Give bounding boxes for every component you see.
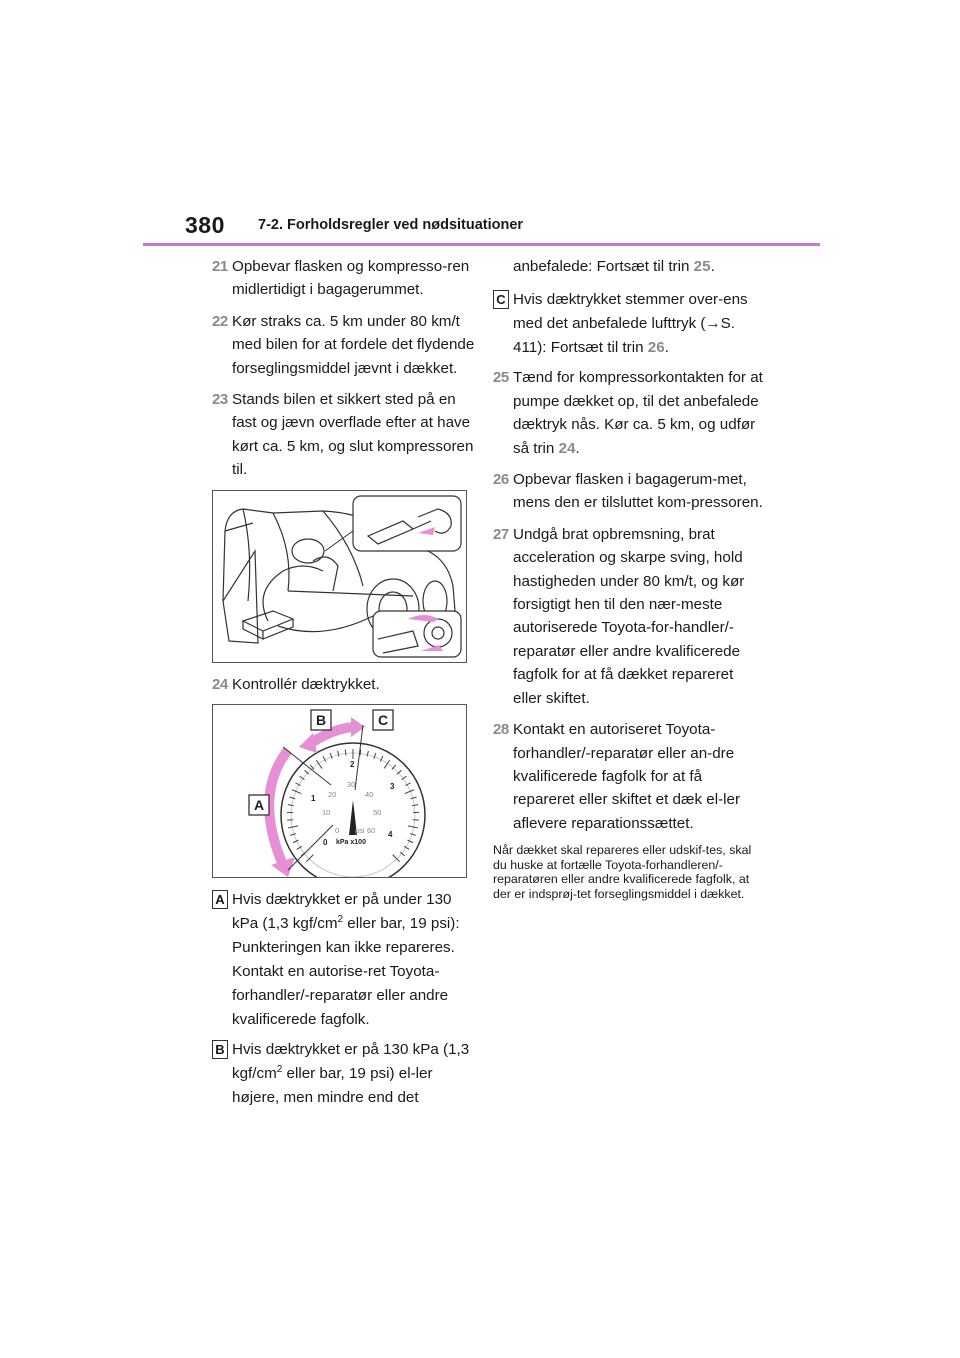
pressure-gauge-illustration [212, 704, 467, 878]
step-text: Undgå brat opbremsning, brat acceleration og skarpe sving, hold hastigheden under 80 km/t, og kør forsigtigt hen til den nær-meste autoriserede Toyota-for-handler/-reparatør eller andre kvalificerede fagfolk for at få dækket repareret eller skiftet. [513, 525, 745, 707]
callout-a: A [253, 797, 265, 814]
psi-unit: psi [355, 826, 365, 836]
step-number: 27 [493, 525, 509, 543]
kpa-tick-3: 3 [390, 782, 395, 792]
condition-c [493, 288, 763, 360]
kpa-tick-1: 1 [311, 794, 316, 804]
section-title: 7-2. Forholdsregler ved nødsituationer [258, 217, 524, 233]
kpa-tick-2: 2 [350, 760, 355, 770]
step-text: Tænd for kompressorkontakten for at pumpe dækket op, til det anbefalede dæktryk nås. Kør ca. 5 km, og udfør så trin 24. [513, 369, 763, 457]
psi-tick-50: 50 [373, 808, 382, 818]
kpa-tick-4: 4 [388, 830, 393, 840]
step-24 [212, 673, 477, 696]
step-ref: 24 [558, 439, 576, 457]
repair-note: Når dækket skal repareres eller udskif-tes, skal du huske at fortælle Toyota-forhandleren/-reparatøren eller andre kvalificerede fagfolk, at der er indsprøj-tet forseglingsmiddel i dækket. [493, 843, 752, 901]
page-number: 380 [185, 212, 225, 238]
step-number: 23 [212, 391, 228, 409]
step-25 [493, 366, 763, 460]
step-number: 24 [212, 675, 228, 693]
condition-b-continuation: anbefalede: Fortsæt til trin 25. [513, 258, 715, 275]
step-ref: 25 [693, 258, 711, 275]
condition-a [212, 888, 477, 1032]
step-ref: 26 [647, 339, 665, 357]
step-text: Opbevar flasken og kompresso-ren midlertidigt i bagagerummet. [232, 258, 470, 299]
step-text: Kontrollér dæktrykket. [232, 675, 380, 693]
step-text: Kør straks ca. 5 km under 80 km/t med bilen for at fordele det flydende forseglingsmiddel jævnt i dækket. [232, 312, 475, 377]
kpa-unit: kPa x100 [336, 839, 366, 847]
compressor-connection-illustration [212, 490, 467, 663]
right-column [493, 255, 763, 901]
psi-tick-40: 40 [365, 790, 374, 800]
step-text: Stands bilen et sikkert sted på en fast og jævn overflade efter at have kørt ca. 5 km, og slut kompressoren til. [232, 391, 474, 479]
step-text: Kontakt en autoriseret Toyota-forhandler/-reparatør eller an-dre kvalificerede fagfolk for at få repareret eller skiftet et dæk el-ler aflevere reparationssættet. [513, 721, 741, 832]
callout-c: C [377, 712, 389, 729]
step-22 [212, 310, 477, 380]
psi-tick-30: 30 [347, 780, 356, 790]
step-number: 22 [212, 312, 228, 330]
psi-tick-0: 0 [335, 826, 340, 836]
header-divider [143, 243, 820, 246]
left-column [212, 255, 477, 1116]
psi-tick-10: 10 [322, 808, 331, 818]
step-text: Opbevar flasken i bagagerum-met, mens den er tilsluttet kom-pressoren. [513, 471, 763, 512]
step-number: 25 [493, 369, 509, 387]
callout-b: B [315, 712, 327, 729]
label-a-text: Hvis dæktrykket er på under 130 kPa (1,3 kgf/$cm^2$ eller bar, 19 psi): Punkteringen kan ikke repareres. Kontakt en autorise-ret Toyota-forhandler/-reparatør eller andre kvalificerede fagfolk. [232, 891, 460, 1029]
psi-tick-60: 60 [367, 826, 376, 836]
step-21 [212, 255, 477, 302]
condition-b [212, 1038, 477, 1110]
step-23 [212, 388, 477, 482]
step-28 [493, 718, 763, 835]
label-c-box: C [493, 290, 509, 309]
gauge-tick [345, 750, 346, 756]
step-27 [493, 523, 763, 710]
step-number: 28 [493, 721, 509, 739]
kpa-tick-0: 0 [323, 838, 328, 848]
psi-tick-20: 20 [328, 790, 337, 800]
car-compressor-drawing [213, 491, 466, 662]
label-b-text: Hvis dæktrykket er på 130 kPa (1,3 kgf/$cm^2$ eller bar, 19 psi) el-ler højere, men mindre end det [232, 1041, 470, 1107]
step-number: 21 [212, 258, 228, 275]
step-26 [493, 468, 763, 515]
label-a-box: A [212, 890, 228, 909]
pressure-gauge-drawing [213, 705, 466, 877]
step-number: 26 [493, 471, 509, 489]
label-b-box: B [212, 1040, 228, 1059]
label-c-text: Hvis dæktrykket stemmer over-ens med det anbefalede lufttryk (→S. 411): Fortsæt til trin 26. [513, 291, 748, 357]
